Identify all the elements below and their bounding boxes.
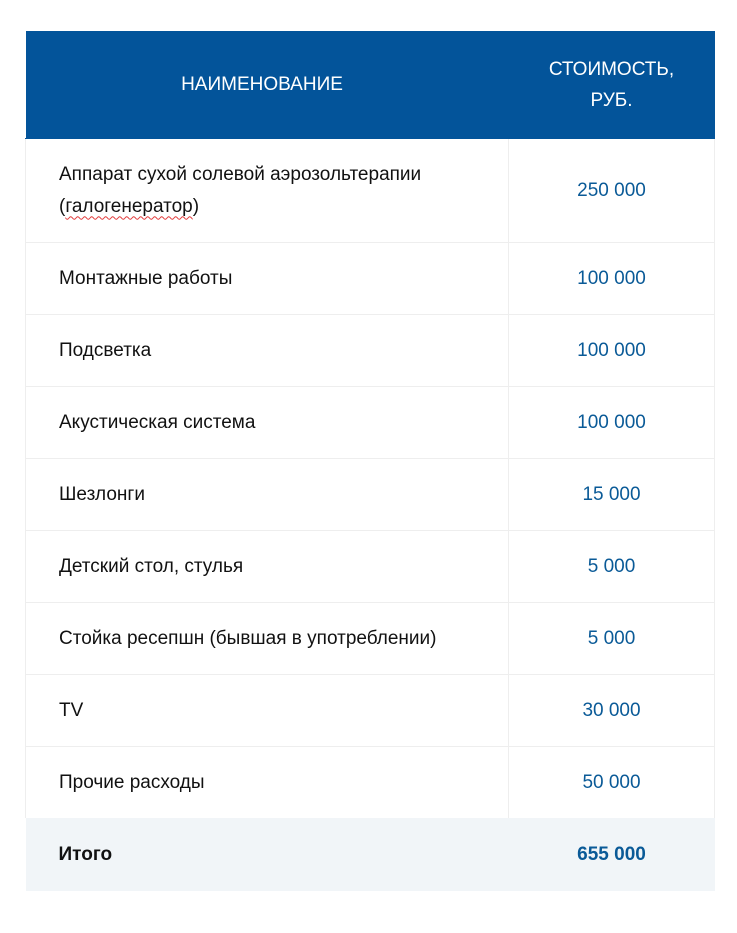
- header-row: [26, 31, 715, 139]
- item-name-cell: [26, 139, 509, 243]
- item-name-close-paren: ): [192, 195, 200, 217]
- item-cost-cell: 100 000: [509, 387, 715, 459]
- item-name-open-paren: (: [59, 195, 66, 217]
- table-row: [26, 675, 715, 747]
- table-header: [26, 31, 715, 139]
- item-name-cell: Стойка ресепшн (бывшая в употреблении): [26, 603, 509, 675]
- item-cost-cell: 100 000: [509, 243, 715, 315]
- item-cost-cell: 250 000: [509, 139, 715, 243]
- item-name-cell: Шезлонги: [26, 459, 509, 531]
- item-name-cell: Подсветка: [26, 315, 509, 387]
- table-row: [26, 315, 715, 387]
- item-name-cell: Монтажные работы: [26, 243, 509, 315]
- table-row: [26, 139, 715, 243]
- cost-table: [25, 31, 715, 891]
- item-cost-cell: 50 000: [509, 747, 715, 819]
- item-cost-cell: 5 000: [509, 531, 715, 603]
- table-row: [26, 747, 715, 819]
- misspelled-word: галогенератор: [65, 195, 193, 217]
- column-header-cost-line1: СТОИМОСТЬ,: [548, 58, 675, 80]
- table-row: [26, 603, 715, 675]
- table-row: [26, 387, 715, 459]
- total-label: Итого: [26, 818, 509, 891]
- table-row: [26, 459, 715, 531]
- column-header-name: НАИМЕНОВАНИЕ: [26, 31, 509, 139]
- item-cost-cell: 100 000: [509, 315, 715, 387]
- item-name-cell: Детский стол, стулья: [26, 531, 509, 603]
- table-body: [26, 139, 715, 892]
- item-name-cell: Прочие расходы: [26, 747, 509, 819]
- item-cost-cell: 5 000: [509, 603, 715, 675]
- total-row: [26, 818, 715, 891]
- table-row: [26, 243, 715, 315]
- item-name-cell: TV: [26, 675, 509, 747]
- item-name-cell: Акустическая система: [26, 387, 509, 459]
- item-cost-cell: 30 000: [509, 675, 715, 747]
- item-cost-cell: 15 000: [509, 459, 715, 531]
- table-row: [26, 531, 715, 603]
- column-header-cost-line2: РУБ.: [590, 89, 633, 111]
- total-value: 655 000: [509, 818, 715, 891]
- item-name-line1: Аппарат сухой солевой аэрозольтерапии: [59, 163, 422, 185]
- column-header-cost: [509, 31, 715, 139]
- cost-table-container: [25, 31, 714, 891]
